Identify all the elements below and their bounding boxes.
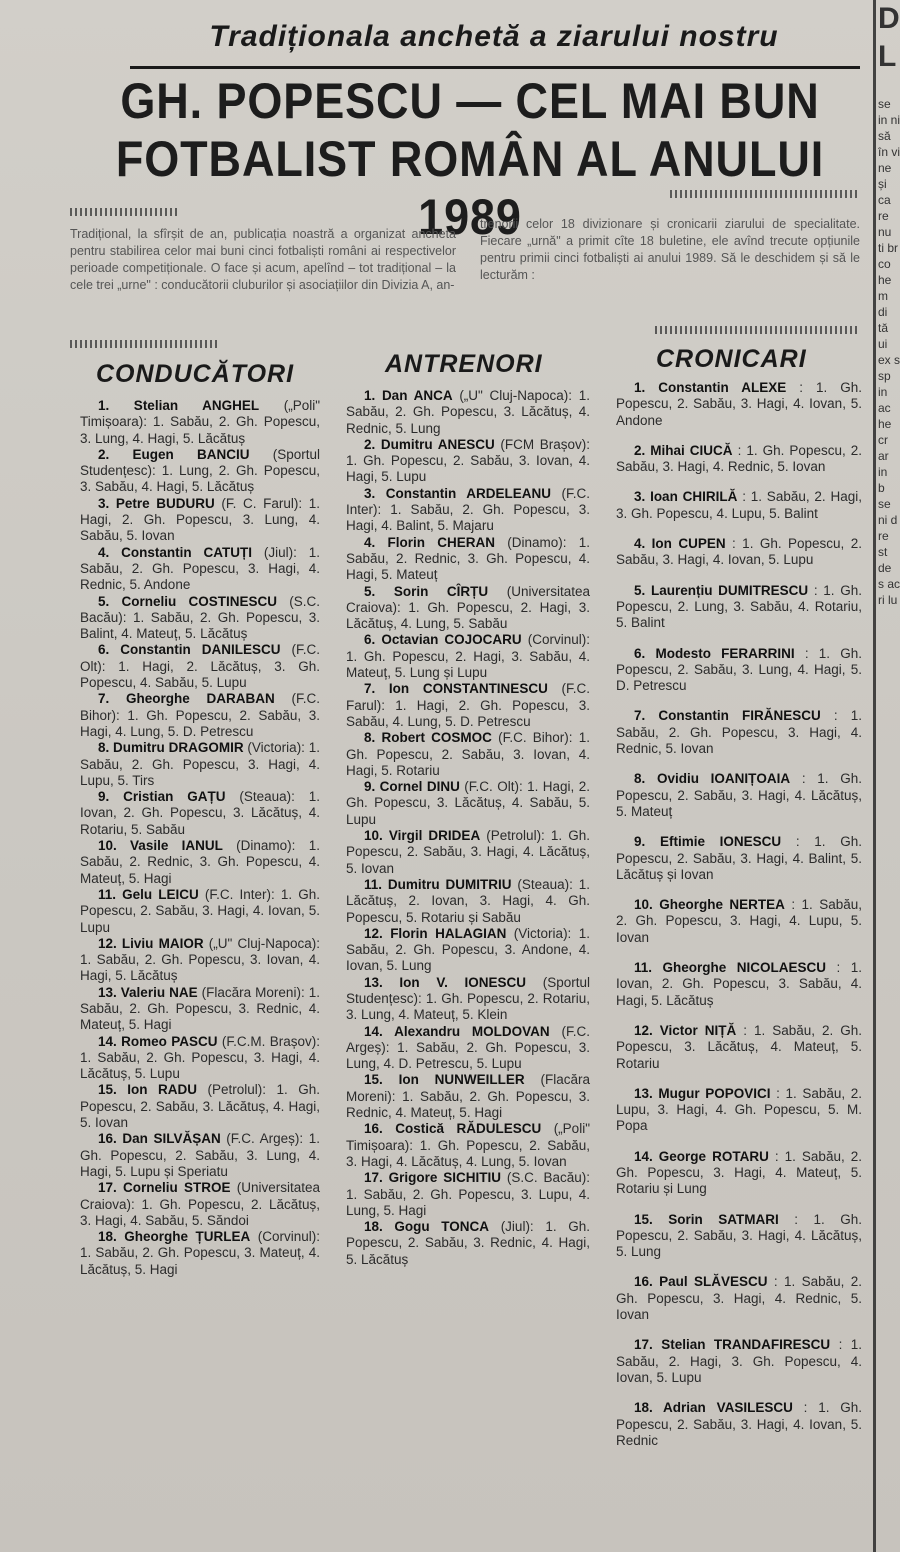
ballot-entry [346, 877, 590, 926]
ballot-choices: („Poli" Timișoara): 1. Gh. Popescu, 2. Sabău, 3. Hagi, 4. Lăcătuș, 4. Lung, 5. Iovan [346, 1121, 590, 1169]
ballot-entry [346, 779, 590, 828]
ballot-entry [346, 535, 590, 584]
ballot-choices: (Steaua): 1. Lăcătuș, 2. Iovan, 3. Hagi, 4. Gh. Popescu, 5. Rotariu și Sabău [346, 876, 590, 925]
voter-name: 3. Petre BUDURU [98, 495, 215, 511]
ballot-entry [80, 545, 320, 594]
ballot-choices: (F.C. Inter): 1. Sabău, 2. Gh. Popescu, 3. Hagi, 4. Balint, 5. Majaru [346, 485, 590, 534]
kicker: Tradiționala anchetă a ziarului nostru [209, 20, 779, 53]
ballot-choices: : 1. Sabău, 2. Gh. Popescu, 3. Hagi, 4. Mateuț, 5. Rotariu și Lung [616, 1148, 862, 1197]
ballot-entry [616, 489, 862, 522]
ballot-entry [616, 536, 862, 569]
voter-name: 17. Stelian TRANDAFIRESCU [634, 1337, 831, 1353]
ballot-choices: : 1. Gh. Popescu, 2. Sabău, 3. Hagi, 4. Lăcătuș, 5. Lung [616, 1211, 862, 1260]
ballot-choices: (Universitatea Craiova): 1. Gh. Popescu, 2. Hagi, 3. Lăcătuș, 4. Lung, 5. Sabău [346, 583, 590, 632]
ballot-choices: : 1. Gh. Popescu, 2. Sabău, 3. Hagi, 4. Lăcătuș, 5. Mateuț [616, 771, 862, 819]
ornament-rule [70, 208, 180, 216]
voter-name: 5. Laurențiu DUMITRESCU [634, 582, 809, 598]
voter-name: 5. Corneliu COSTINESCU [98, 593, 277, 609]
ornament-rule [670, 190, 860, 198]
ballot-entry [346, 486, 590, 535]
voter-name: 3. Ioan CHIRILĂ [634, 489, 738, 505]
ballot-choices: (F. C. Farul): 1. Hagi, 2. Gh. Popescu, 3. Lung, 4. Sabău, 5. Iovan [80, 495, 320, 544]
ballot-choices: : 1. Iovan, 2. Gh. Popescu, 3. Sabău, 4. Hagi, 5. Lăcătuș [616, 960, 862, 1008]
voter-name: 2. Dumitru ANESCU [364, 436, 495, 452]
ballot-choices: : 1. Gh. Popescu, 2. Sabău, 3. Hagi, 4. Rednic, 5. Iovan [616, 442, 862, 475]
ballot-entry [346, 388, 590, 437]
ballot-choices: („U" Cluj-Napoca): 1. Sabău, 2. Gh. Popescu, 3. Iovan, 4. Hagi, 5. Lăcătuș [80, 935, 320, 984]
headline-line-1: GH. POPESCU — CEL MAI BUN [120, 73, 820, 129]
voter-name: 10. Virgil DRIDEA [364, 828, 481, 844]
intro-right: trenorii celor 18 divizionare și cronicarii ziarului de specialitate. Fiecare „urnă" a primit cîte 18 buletine, ele avînd trecute opțiunile pentru primii cinci fotbaliști ai anului 1989. Să le deschidem și să le lecturăm : [480, 217, 860, 282]
ballot-entry [80, 740, 320, 789]
ballot-choices: (F.C. Inter): 1. Gh. Popescu, 2. Sabău, 3. Hagi, 4. Iovan, 5. Lupu [80, 886, 321, 935]
ballot-choices: (S.C. Bacău): 1. Sabău, 2. Gh. Popescu, 3. Balint, 4. Mateuț, 5. Lăcătuș [80, 593, 320, 642]
column-conducatori [80, 398, 320, 1278]
ballot-choices: (Dinamo): 1. Sabău, 2. Rednic, 3. Gh. Popescu, 4. Mateuț, 5. Hagi [80, 838, 320, 886]
ballot-entry [80, 838, 320, 887]
ballot-entry [616, 1212, 862, 1261]
voter-name: 6. Octavian COJOCARU [364, 632, 522, 648]
voter-name: 15. Ion NUNWEILLER [364, 1072, 525, 1088]
ballot-choices: (Sportul Studențesc): 1. Gh. Popescu, 2. Rotariu, 3. Lung, 4. Mateuț, 5. Klein [346, 974, 590, 1023]
ballot-choices: (Universitatea Craiova): 1. Gh. Popescu, 2. Lăcătuș, 3. Hagi, 4. Sabău, 5. Săndoi [80, 1180, 320, 1228]
voter-name: 13. Valeriu NAE [98, 984, 198, 1000]
voter-name: 9. Cornel DINU [364, 779, 460, 795]
voter-name: 6. Constantin DANILESCU [98, 642, 281, 658]
column-title-antrenori: ANTRENORI [385, 350, 543, 378]
voter-name: 14. George ROTARU [634, 1148, 769, 1164]
ballot-choices: : 1. Sabău, 2. Lupu, 3. Hagi, 4. Gh. Popescu, 5. M. Popa [616, 1085, 862, 1134]
adjacent-article-fragment [878, 0, 900, 1552]
ballot-choices: : 1. Sabău, 2. Hagi, 3. Gh. Popescu, 4. Lupu, 5. Balint [616, 489, 862, 521]
ballot-choices: (Jiul): 1. Sabău, 2. Gh. Popescu, 3. Hagi, 4. Rednic, 5. Andone [80, 544, 320, 593]
ballot-entry [346, 437, 590, 486]
ballot-entry [80, 1131, 320, 1180]
ballot-entry [616, 443, 862, 476]
voter-name: 1. Dan ANCA [364, 388, 453, 403]
ballot-entry [346, 1121, 590, 1170]
intro-left: Tradițional, la sfîrșit de an, publicația noastră a organizat ancheta pentru stabilirea celor mai buni cinci fotbaliști români ai respectivelor perioade competiționale. O face și acum, apelînd – tot tradițional – la cele trei „urne" : conducătorii cluburilor și asociațiilor din Divizia A, an- [70, 227, 456, 292]
voter-name: 9. Eftimie IONESCU [634, 834, 782, 850]
ballot-choices: (Flacăra Moreni): 1. Sabău, 2. Gh. Popescu, 3. Rednic, 4. Mateuț, 5. Hagi [80, 984, 320, 1033]
ballot-entry [616, 1149, 862, 1198]
ballot-choices: : 1. Gh. Popescu, 2. Lung, 3. Sabău, 4. Rotariu, 5. Balint [616, 582, 862, 631]
ballot-entry [80, 447, 320, 496]
ballot-choices: (F.C. Bihor): 1. Gh. Popescu, 2. Sabău, 3. Iovan, 4. Hagi, 5. Rotariu [346, 730, 590, 778]
voter-name: 7. Constantin FIRĂNESCU [634, 708, 821, 724]
kicker-underline [130, 66, 860, 69]
ballot-choices: : 1. Gh. Popescu, 2. Sabău, 3. Hagi, 4. Iovan, 5. Andone [616, 380, 862, 428]
ballot-entry [80, 398, 320, 447]
ballot-entry [346, 681, 590, 730]
ballot-choices: (Sportul Studențesc): 1. Lung, 2. Gh. Popescu, 3. Sabău, 4. Hagi, 5. Lăcătuș [80, 446, 320, 495]
voter-name: 3. Constantin ARDELEANU [364, 485, 551, 501]
ballot-entry [80, 1082, 320, 1131]
ballot-entry [616, 771, 862, 820]
ballot-entry [346, 1072, 590, 1121]
voter-name: 11. Gelu LEICU [98, 886, 199, 902]
column-title-cronicari: CRONICARI [656, 345, 807, 373]
ballot-entry [80, 887, 320, 936]
ballot-choices: : 1. Gh. Popescu, 2. Sabău, 3. Lung, 4. Hagi, 5. D. Petrescu [616, 645, 862, 694]
side-heading-letters: D L [878, 2, 900, 73]
ballot-choices: (Corvinul): 1. Gh. Popescu, 2. Hagi, 3. Sabău, 4. Mateuț, 5. Lung și Lupu [346, 632, 590, 681]
ballot-entry [616, 583, 862, 632]
voter-name: 5. Sorin CÎRȚU [364, 583, 489, 599]
ballot-entry [616, 1086, 862, 1135]
ballot-entry [616, 380, 862, 429]
voter-name: 11. Dumitru DUMITRIU [364, 876, 512, 892]
ballot-entry [346, 1170, 590, 1219]
ballot-entry [80, 1180, 320, 1229]
ballot-entry [80, 496, 320, 545]
ballot-entry [80, 691, 320, 740]
ballot-choices: (Victoria): 1. Sabău, 2. Gh. Popescu, 3. Andone, 4. Iovan, 5. Lung [346, 925, 590, 974]
ballot-choices: (Dinamo): 1. Sabău, 2. Rednic, 3. Gh. Popescu, 4. Hagi, 5. Mateuț [346, 534, 590, 583]
ballot-choices: (F.C. Olt): 1. Hagi, 2. Lăcătuș, 3. Gh. Popescu, 4. Sabău, 5. Lupu [80, 642, 320, 691]
ornament-rule [70, 340, 220, 348]
ballot-entry [346, 828, 590, 877]
voter-name: 1. Stelian ANGHEL [98, 398, 260, 413]
ballot-entry [616, 834, 862, 883]
voter-name: 15. Sorin SATMARI [634, 1211, 779, 1227]
ballot-choices: : 1. Sabău, 2. Gh. Popescu, 3. Hagi, 4. Lupu, 5. Iovan [616, 897, 862, 945]
voter-name: 7. Gheorghe DARABAN [98, 691, 275, 707]
ballot-entry [80, 789, 320, 838]
ballot-entry [616, 1023, 862, 1072]
voter-name: 11. Gheorghe NICOLAESCU [634, 960, 826, 976]
ballot-entry [616, 897, 862, 946]
ballot-choices: (Jiul): 1. Gh. Popescu, 2. Sabău, 3. Rednic, 4. Hagi, 5. Lăcătuș [346, 1219, 590, 1267]
voter-name: 18. Adrian VASILESCU [634, 1400, 793, 1416]
ballot-entry [616, 960, 862, 1009]
ballot-choices: (Victoria): 1. Sabău, 2. Gh. Popescu, 3. Hagi, 4. Lupu, 5. Tirs [80, 740, 320, 788]
ballot-entry [346, 1219, 590, 1268]
voter-name: 8. Robert COSMOC [364, 730, 492, 746]
ballot-choices: (F.C. Olt): 1. Hagi, 2. Gh. Popescu, 3. Lăcătuș, 4. Sabău, 5. Lupu [346, 779, 590, 827]
ballot-entry [346, 584, 590, 633]
ornament-rule [655, 326, 860, 334]
ballot-choices: („Poli" Timișoara): 1. Sabău, 2. Gh. Popescu, 3. Lung, 4. Hagi, 5. Lăcătuș [80, 398, 320, 446]
voter-name: 10. Gheorghe NERTEA [634, 897, 785, 913]
ballot-choices: (F.C. Argeș): 1. Gh. Popescu, 2. Sabău, 3. Lung, 4. Hagi, 5. Lupu și Speriatu [80, 1131, 320, 1179]
ballot-entry [80, 1034, 320, 1083]
voter-name: 4. Ion CUPEN [634, 536, 726, 552]
voter-name: 4. Constantin CATUȚI [98, 544, 252, 560]
voter-name: 12. Florin HALAGIAN [364, 925, 507, 941]
ballot-choices: : 1. Sabău, 2. Hagi, 3. Gh. Popescu, 4. Iovan, 5. Lupu [616, 1337, 862, 1385]
ballot-choices: (Petrolul): 1. Gh. Popescu, 2. Sabău, 3. Lăcătuș, 4. Hagi, 5. Iovan [80, 1082, 320, 1131]
ballot-choices: (Corvinul): 1. Sabău, 2. Gh. Popescu, 3. Mateuț, 4. Lăcătuș, 5. Hagi [80, 1229, 320, 1277]
ballot-choices: : 1. Sabău, 2. Gh. Popescu, 3. Hagi, 4. Rednic, 5. Iovan [616, 708, 862, 757]
voter-name: 8. Dumitru DRAGOMIR [98, 740, 244, 756]
ballot-choices: : 1. Sabău, 2. Gh. Popescu, 3. Lăcătuș, 4. Mateuț, 5. Rotariu [616, 1022, 862, 1071]
voter-name: 8. Ovidiu IOANIȚOAIA [634, 771, 791, 787]
side-text-fragments: se in ni să în vi ne și ca re nu ti br co he m di tă ui ex s sp in ac he cr ar in b se ni d re st de s ac ri lu [878, 97, 900, 607]
ballot-entry [346, 632, 590, 681]
voter-name: 13. Mugur POPOVICI [634, 1085, 771, 1101]
ballot-choices: (F.C. Argeș): 1. Sabău, 2. Gh. Popescu, 3. Lung, 4. D. Petrescu, 5. Lupu [346, 1023, 590, 1072]
column-antrenori [346, 388, 590, 1268]
voter-name: 4. Florin CHERAN [364, 534, 495, 550]
ballot-entry [616, 1400, 862, 1449]
voter-name: 6. Modesto FERARRINI [634, 645, 795, 661]
voter-name: 17. Corneliu STROE [98, 1180, 231, 1196]
voter-name: 18. Gheorghe ȚURLEA [98, 1229, 251, 1245]
ballot-choices: (F.C. Farul): 1. Hagi, 2. Gh. Popescu, 3. Sabău, 4. Lung, 5. D. Petrescu [346, 681, 590, 729]
ballot-choices: : 1. Gh. Popescu, 2. Sabău, 3. Hagi, 4. Iovan, 5. Rednic [616, 1400, 862, 1448]
ballot-entry [80, 594, 320, 643]
voter-name: 18. Gogu TONCA [364, 1219, 490, 1235]
voter-name: 13. Ion V. IONESCU [364, 974, 527, 990]
ballot-choices: : 1. Sabău, 2. Gh. Popescu, 3. Hagi, 4. Rednic, 5. Iovan [616, 1274, 862, 1323]
voter-name: 12. Liviu MAIOR [98, 935, 204, 951]
ballot-choices: (S.C. Bacău): 1. Sabău, 2. Gh. Popescu, 3. Lupu, 4. Lung, 5. Hagi [346, 1170, 590, 1218]
ballot-entry [80, 985, 320, 1034]
ballot-choices: (Flacăra Moreni): 1. Sabău, 2. Gh. Popescu, 3. Rednic, 4. Mateuț, 5. Hagi [346, 1072, 590, 1121]
voter-name: 2. Eugen BANCIU [98, 446, 250, 462]
voter-name: 15. Ion RADU [98, 1082, 197, 1098]
voter-name: 16. Dan SILVĂȘAN [98, 1131, 221, 1147]
voter-name: 7. Ion CONSTANTINESCU [364, 681, 548, 697]
column-cronicari [616, 380, 862, 1463]
column-title-conducatori: CONDUCĂTORI [96, 360, 295, 388]
headline-line-2: FOTBALIST ROMÂN AL ANULUI 1989 [115, 131, 825, 245]
ballot-choices: : 1. Gh. Popescu, 2. Sabău, 3. Hagi, 4. Iovan, 5. Lupu [616, 536, 862, 568]
ballot-choices: (Steaua): 1. Iovan, 2. Gh. Popescu, 3. Lăcătuș, 4. Rotariu, 5. Sabău [80, 789, 320, 837]
ballot-entry [346, 730, 590, 779]
ballot-choices: („U" Cluj-Napoca): 1. Sabău, 2. Gh. Popescu, 3. Lăcătuș, 4. Rednic, 5. Lung [346, 388, 590, 436]
ballot-entry [80, 936, 320, 985]
voter-name: 16. Costică RĂDULESCU [364, 1121, 542, 1137]
voter-name: 2. Mihai CIUCĂ [634, 442, 733, 458]
article [70, 0, 870, 1552]
ballot-entry [346, 1024, 590, 1073]
ballot-entry [346, 926, 590, 975]
ballot-choices: (F.C.M. Brașov): 1. Sabău, 2. Gh. Popescu, 3. Hagi, 4. Lăcătuș, 5. Lupu [80, 1033, 320, 1082]
column-divider [873, 0, 876, 1552]
ballot-entry [346, 975, 590, 1024]
voter-name: 14. Alexandru MOLDOVAN [364, 1023, 550, 1039]
ballot-entry [616, 646, 862, 695]
voter-name: 1. Constantin ALEXE [634, 380, 787, 395]
voter-name: 16. Paul SLĂVESCU [634, 1274, 768, 1290]
ballot-entry [80, 1229, 320, 1278]
voter-name: 12. Victor NIȚĂ [634, 1022, 737, 1038]
ballot-choices: (F.C. Bihor): 1. Gh. Popescu, 2. Sabău, 3. Hagi, 4. Lung, 5. D. Petrescu [80, 691, 320, 739]
voter-name: 14. Romeo PASCU [98, 1033, 218, 1049]
voter-name: 17. Grigore SICHITIU [364, 1170, 501, 1186]
voter-name: 9. Cristian GAȚU [98, 789, 226, 805]
ballot-choices: : 1. Gh. Popescu, 2. Sabău, 3. Hagi, 4. Balint, 5. Lăcătuș și Iovan [616, 834, 862, 882]
voter-name: 10. Vasile IANUL [98, 838, 223, 854]
ballot-choices: (Petrolul): 1. Gh. Popescu, 2. Sabău, 3. Hagi, 4. Lăcătuș, 5. Iovan [346, 828, 590, 876]
ballot-choices: (FCM Brașov): 1. Gh. Popescu, 2. Sabău, 3. Iovan, 4. Hagi, 5. Lupu [346, 436, 590, 485]
ballot-entry [616, 708, 862, 757]
ballot-entry [80, 642, 320, 691]
ballot-entry [616, 1274, 862, 1323]
ballot-entry [616, 1337, 862, 1386]
